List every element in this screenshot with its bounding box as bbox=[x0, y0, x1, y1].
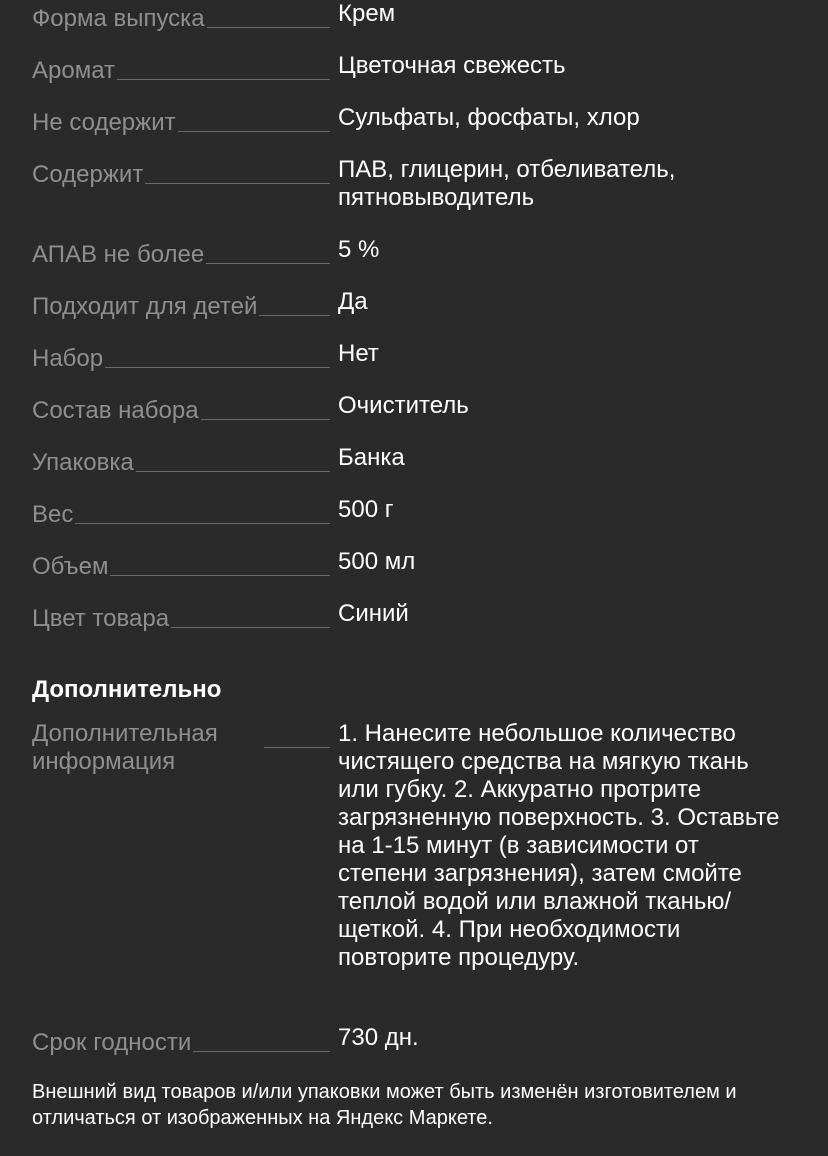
leader-line bbox=[110, 575, 330, 576]
spec-value: Нет bbox=[338, 340, 379, 367]
spec-value: 5 % bbox=[338, 236, 380, 263]
leader-line bbox=[259, 315, 330, 316]
spec-label: АПАВ не более bbox=[32, 241, 205, 268]
section-title-additional: Дополнительно bbox=[32, 676, 222, 703]
leader-line bbox=[206, 263, 330, 264]
spec-label: Форма выпуска bbox=[32, 5, 205, 32]
spec-row-set-composition bbox=[32, 392, 802, 425]
leader-line bbox=[171, 627, 330, 628]
spec-row-aroma bbox=[32, 52, 802, 85]
leader-line bbox=[262, 747, 330, 748]
spec-value: Сульфаты, фосфаты, хлор bbox=[338, 104, 640, 131]
spec-label: Аромат bbox=[32, 57, 116, 84]
leader-line bbox=[105, 367, 330, 368]
spec-label: Набор bbox=[32, 345, 104, 372]
spec-value: 1. Нанесите небольшое количество чистящего средства на мягкую ткань или губку. 2. Аккуратно протрите загрязненную поверхность. 3. Оставьте на 1-15 минут (в зависимости от степени загрязнения), затем смойте теплой водой или влажной тканью/щеткой. 4. При необходимости повторите процедуру. bbox=[338, 720, 780, 971]
spec-value: Да bbox=[338, 288, 368, 315]
spec-row-contains bbox=[32, 156, 802, 212]
spec-label: Подходит для детей bbox=[32, 293, 258, 320]
spec-row-shelf-life bbox=[32, 1024, 802, 1057]
spec-value: 500 мл bbox=[338, 548, 416, 575]
spec-row-additional-info bbox=[32, 720, 802, 972]
spec-label: Срок годности bbox=[32, 1029, 192, 1056]
spec-label: Дополнительная информация bbox=[32, 720, 264, 776]
spec-value: Очиститель bbox=[338, 392, 469, 419]
leader-line bbox=[207, 27, 330, 28]
spec-value: Цветочная свежесть bbox=[338, 52, 566, 79]
spec-value: 500 г bbox=[338, 496, 394, 523]
spec-row-does-not-contain bbox=[32, 104, 802, 137]
spec-value: 730 дн. bbox=[338, 1024, 419, 1051]
leader-line bbox=[193, 1051, 330, 1052]
spec-row-surfactant bbox=[32, 236, 802, 269]
leader-line bbox=[136, 471, 330, 472]
spec-row-volume bbox=[32, 548, 802, 581]
spec-label: Цвет товара bbox=[32, 605, 170, 632]
spec-row-set bbox=[32, 340, 802, 373]
spec-value: Крем bbox=[338, 0, 396, 27]
spec-label: Упаковка bbox=[32, 449, 134, 476]
leader-line bbox=[75, 523, 330, 524]
spec-label: Содержит bbox=[32, 161, 144, 188]
spec-label: Объем bbox=[32, 553, 109, 580]
leader-line bbox=[117, 79, 330, 80]
spec-row-packaging bbox=[32, 444, 802, 477]
spec-row-suitable-for-children bbox=[32, 288, 802, 321]
spec-label: Состав набора bbox=[32, 397, 199, 424]
spec-value: Банка bbox=[338, 444, 405, 471]
spec-row-weight bbox=[32, 496, 802, 529]
spec-label: Вес bbox=[32, 501, 74, 528]
spec-value: ПАВ, глицерин, отбеливатель, пятновыводитель bbox=[338, 156, 676, 211]
leader-line bbox=[178, 131, 330, 132]
leader-line bbox=[201, 419, 330, 420]
spec-row-release-form bbox=[32, 0, 802, 33]
disclaimer-text: Внешний вид товаров и/или упаковки может быть изменён изготовителем и отличаться от изображенных на Яндекс Маркете. bbox=[32, 1081, 737, 1129]
leader-line bbox=[145, 183, 330, 184]
spec-value: Синий bbox=[338, 600, 409, 627]
spec-row-color bbox=[32, 600, 802, 633]
spec-label: Не содержит bbox=[32, 109, 176, 136]
